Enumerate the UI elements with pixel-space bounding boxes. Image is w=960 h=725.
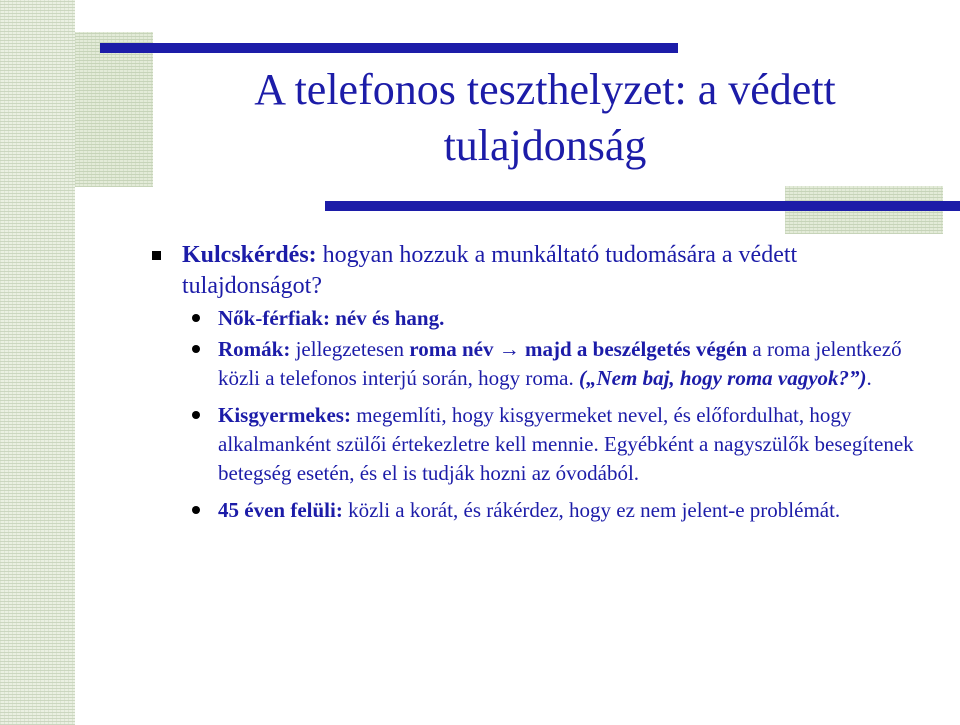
square-bullet-icon [152, 251, 161, 260]
left-texture-strip [0, 0, 75, 725]
sub-bullet-age [186, 496, 940, 525]
sub-bullet-text: jellegzetesen [290, 337, 410, 361]
sub-bullet-gender [186, 304, 940, 333]
dot-bullet-icon [192, 411, 200, 419]
right-arrow-icon: → [493, 337, 525, 361]
title-line-1: A telefonos teszthelyzet: a védett [254, 65, 836, 114]
sub-bullet-text: megemlíti, hogy kisgyermeket nevel, és előfordulhat, hogy alkalmanként szülői értekezletre kell mennie. Egyébként a nagyszülők besegítenek betegség esetén, és el is tudják hozni az óvodából. [218, 403, 914, 485]
sub-bullet-bold: roma név [409, 337, 494, 361]
main-bullet-label: Kulcskérdés: [182, 242, 317, 268]
sub-bullet-label: Romák: [218, 337, 291, 361]
sub-bullet-bold: majd a beszélgetés végén [524, 337, 748, 361]
decor-bar-under-title [325, 201, 960, 211]
decor-bar-top [100, 43, 678, 53]
main-bullet-text: hogyan hozzuk a munkáltató tudomására a védett tulajdonságot? [182, 242, 798, 299]
main-bullet [150, 240, 940, 302]
dot-bullet-icon [192, 314, 200, 322]
sub-bullet-quote: („Nem baj, hogy roma vagyok?”) [579, 366, 867, 390]
sub-bullet-label: Kisgyermekes: [218, 403, 351, 427]
sub-bullet-text: közli a korát, és rákérdez, hogy ez nem jelent-e problémát. [342, 498, 841, 522]
sub-bullet-label: 45 éven felüli: [218, 498, 343, 522]
sub-bullet-text: név és hang. [329, 306, 445, 330]
dot-bullet-icon [192, 345, 200, 353]
slide-body [150, 240, 940, 525]
decor-square-top [75, 32, 153, 187]
title-line-2: tulajdonság [443, 121, 647, 170]
slide-title [150, 62, 940, 174]
sub-bullet-label: Nők-férfiak: [218, 306, 330, 330]
sub-bullet-roma [186, 335, 940, 393]
sub-bullet-text: a roma jelentkező közli a telefonos interjú során, hogy roma. [218, 337, 902, 390]
sub-bullet-text: . [866, 366, 872, 390]
sub-bullet-parents [186, 401, 940, 488]
dot-bullet-icon [192, 506, 200, 514]
